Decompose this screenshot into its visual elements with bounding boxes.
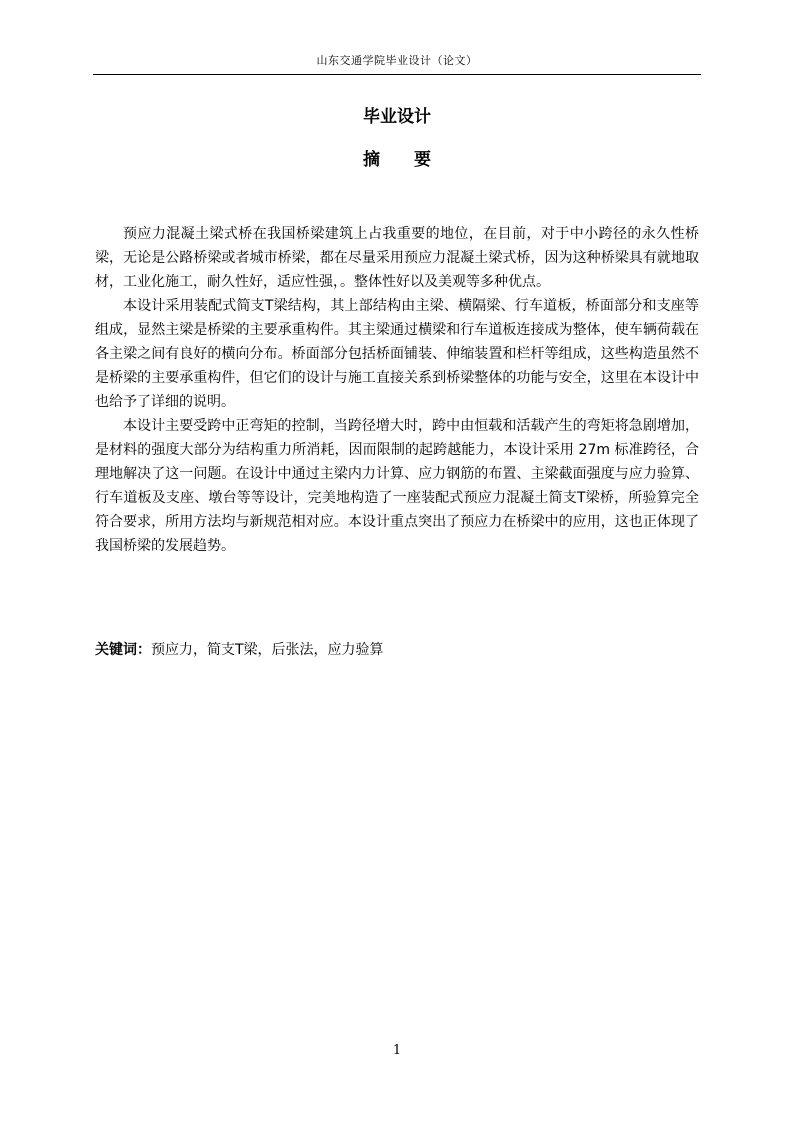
abstract-body	[95, 222, 699, 558]
abstract-paragraph-2: 本设计采用装配式简支T梁结构，其上部结构由主梁、横隔梁、行车道板，桥面部分和支座等组成，显然主梁是桥梁的主要承重构件。其主梁通过横梁和行车道板连接成为整体，使车辆荷载在各主梁之间有良好的横向分布。桥面部分包括桥面铺装、伸缩装置和栏杆等组成，这些构造虽然不是桥梁的主要承重构件，但它们的设计与施工直接关系到桥梁整体的功能与安全，这里在本设计中也给予了详细的说明。	[95, 298, 699, 410]
header-text: 山东交通学院毕业设计（论文）	[316, 54, 478, 67]
abstract-paragraph-1: 预应力混凝土梁式桥在我国桥梁建筑上占我重要的地位，在目前，对于中小跨径的永久性桥梁，无论是公路桥梁或者城市桥梁，都在尽量采用预应力混凝土梁式桥，因为这种桥梁具有就地取材，工业化施工，耐久性好，适应性强，。整体性好以及美观等多种优点。	[95, 226, 699, 290]
keywords-label: 关键词：	[95, 642, 151, 658]
keywords-value: 预应力，简支T梁，后张法，应力验算	[151, 642, 384, 658]
document-title: 毕业设计	[363, 107, 431, 127]
abstract-heading: 摘 要	[363, 150, 445, 170]
keywords-line	[95, 638, 699, 662]
abstract-paragraph-3: 本设计主要受跨中正弯矩的控制，当跨径增大时，跨中由恒载和活载产生的弯矩将急剧增加，是材料的强度大部分为结构重力所消耗，因而限制的起跨越能力，本设计采用 27m 标准跨径，合理地解决了这一问题。在设计中通过主梁内力计算、应力钢筋的布置、主梁截面强度与应力验算、行车道板及支座、墩台等等设计，完美地构造了一座装配式预应力混凝土简支T梁桥，所验算完全符合要求，所用方法均与新规范相对应。本设计重点突出了预应力在桥梁中的应用，这也正体现了我国桥梁的发展趋势。	[95, 418, 699, 554]
page-number: 1	[392, 1043, 402, 1058]
page-header	[93, 53, 701, 75]
